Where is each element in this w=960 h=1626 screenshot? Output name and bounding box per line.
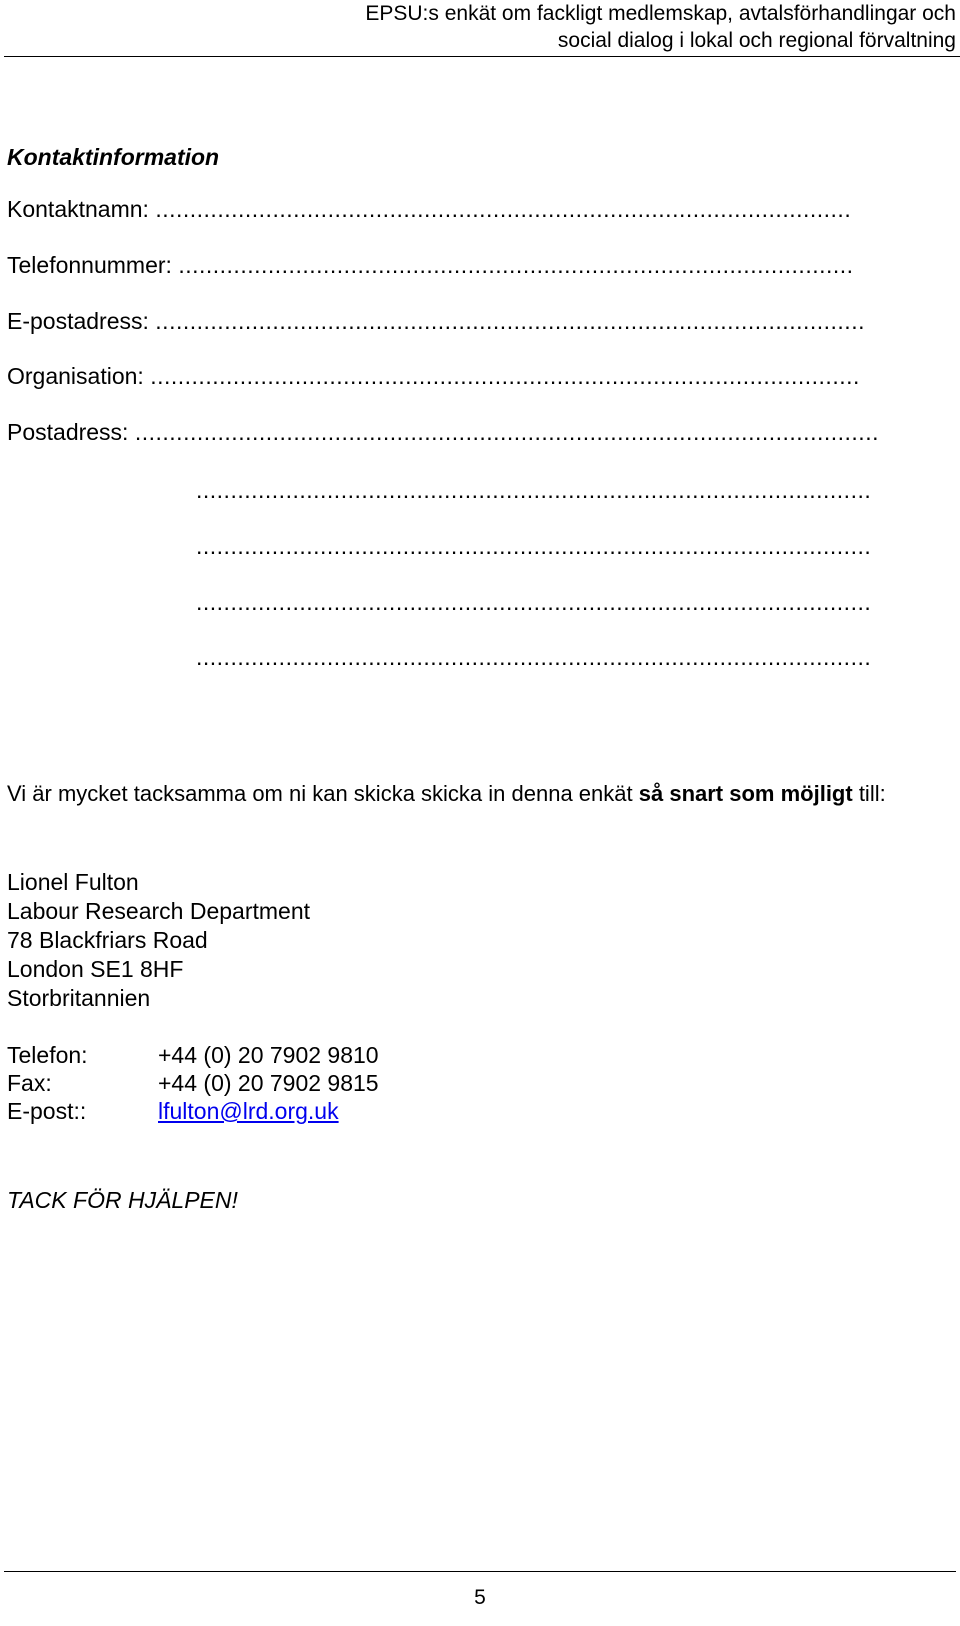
address-country: Storbritannien [7, 985, 151, 1011]
organisation-fill-line: ....................................................................................................... [150, 363, 860, 389]
postal-address-fill-line-3: .................................................................................................. [196, 533, 872, 559]
document-title-line-2: social dialog i lokal och regional förvaltning [557, 29, 956, 52]
contact-phone-value: +44 (0) 20 7902 9810 [158, 1042, 379, 1068]
organisation-label: Organisation: [7, 363, 144, 389]
contact-details [7, 1041, 379, 1125]
contact-phone-row [7, 1041, 379, 1069]
phone-fill-line: .................................................................................................. [178, 252, 854, 278]
page-number: 5 [474, 1586, 486, 1609]
return-request-paragraph [7, 780, 958, 808]
postal-address-field [7, 418, 939, 446]
page-header [4, 0, 960, 57]
request-text-emphasis: så snart som möjligt [638, 781, 853, 806]
postal-address-fill-line: ............................................................................................................ [134, 419, 879, 445]
address-name: Lionel Fulton [7, 869, 139, 895]
contact-phone-label: Telefon: [7, 1042, 88, 1068]
phone-label: Telefonnummer: [7, 252, 172, 278]
contact-fax-row [7, 1069, 379, 1097]
postal-address-fill-line-2: .................................................................................................. [196, 477, 872, 503]
phone-field [7, 251, 939, 279]
contact-fax-label: Fax: [7, 1070, 52, 1096]
address-street: 78 Blackfriars Road [7, 927, 208, 953]
contact-email-row [7, 1097, 379, 1125]
request-text-end: till: [852, 781, 886, 806]
contact-name-fill-line: ..................................................................................................... [155, 196, 852, 222]
document-title [365, 0, 956, 54]
footer-divider [4, 1571, 956, 1572]
address-organisation: Labour Research Department [7, 898, 310, 924]
email-fill-line: ....................................................................................................... [155, 308, 865, 334]
closing-thanks: TACK FÖR HJÄLPEN! [7, 1187, 238, 1213]
contact-email-label: E-post:: [7, 1098, 87, 1124]
return-address [7, 868, 310, 1013]
contact-name-field [7, 195, 939, 223]
contact-email-link[interactable]: lfulton@lrd.org.uk [158, 1098, 339, 1124]
request-text: Vi är mycket tacksamma om ni kan skicka skicka in denna enkät [7, 781, 639, 806]
email-label: E-postadress: [7, 308, 149, 334]
organisation-field [7, 362, 939, 390]
postal-address-fill-line-4: .................................................................................................. [196, 589, 872, 615]
section-heading: Kontaktinformation [7, 144, 220, 170]
postal-address-label: Postadress: [7, 419, 129, 445]
email-field [7, 307, 939, 335]
document-title-line-1: EPSU:s enkät om fackligt medlemskap, avtalsförhandlingar och [365, 2, 956, 25]
postal-address-fill-line-5: .................................................................................................. [196, 644, 872, 670]
address-city: London SE1 8HF [7, 956, 184, 982]
contact-fax-value: +44 (0) 20 7902 9815 [158, 1070, 379, 1096]
contact-name-label: Kontaktnamn: [7, 196, 149, 222]
